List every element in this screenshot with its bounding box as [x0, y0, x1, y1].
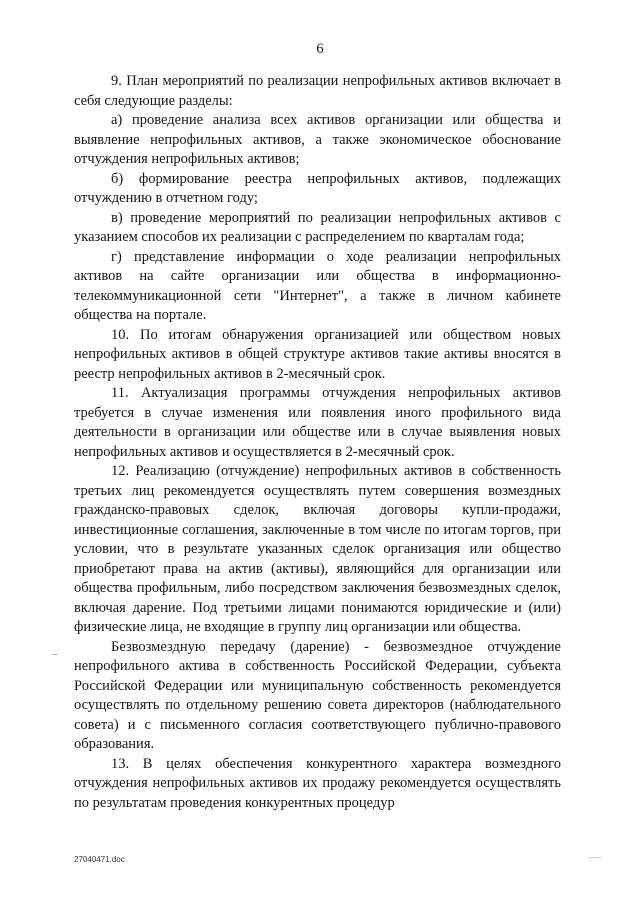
page-number: 6: [316, 41, 324, 57]
paragraph-subitem-b: б) формирование реестра непрофильных активов, подлежащих отчуждению в отчетном году;: [74, 170, 561, 206]
scan-artifact-mark: [588, 857, 602, 858]
paragraph-gratuitous-transfer: Безвозмездную передачу (дарение) - безвозмездное отчуждение непрофильного актива в собственность Российской Федерации, субъекта Российской Федерации или муниципальную собственность рекомендуется осуществлять по отдельному решению совета директоров (наблюдательного совета) и с письменного согласия соответствующего публично-правового образования.: [74, 638, 561, 752]
document-filename-footer: 27040471.doc: [74, 855, 125, 864]
paragraph-subitem-v: в) проведение мероприятий по реализации непрофильных активов с указанием способов их реализации с распределением по кварталам года;: [74, 209, 561, 245]
paragraph-item-10: 10. По итогам обнаружения организацией или обществом новых непрофильных активов в общей структуре активов такие активы вносятся в реестр непрофильных активов в 2-месячный срок.: [74, 326, 561, 382]
scan-artifact-mark: [52, 654, 58, 655]
paragraph-subitem-a: а) проведение анализа всех активов организации или общества и выявление непрофильных активов, а также экономическое обоснование отчуждения непрофильных активов;: [74, 112, 561, 167]
paragraph-item-9: 9. План мероприятий по реализации непрофильных активов включает в себя следующие разделы:: [74, 73, 561, 109]
paragraph-subitem-g: г) представление информации о ходе реализации непрофильных активов на сайте организации или общества в информационно-телекоммуникационной сети "Интернет", а также в личном кабинете общества на портале.: [74, 248, 561, 323]
document-body: [74, 72, 561, 813]
paragraph-item-12: 12. Реализацию (отчуждение) непрофильных активов в собственность третьих лиц рекомендуется осуществлять путем совершения возмездных гражданско-правовых сделок, включая договоры купли-продажи, инвестиционные соглашения, заключенные в том числе по итогам торгов, при условии, что в результате указанных сделок организация или общество приобретают права на актив (активы), являющийся для организации или общества профильным, либо посредством заключения безвозмездных сделок, включая дарение. Под третьими лицами понимаются юридические и (или) физические лица, не входящие в группу лиц организации или общества.: [74, 463, 561, 635]
paragraph-item-13: 13. В целях обеспечения конкурентного характера возмездного отчуждения непрофильных активов их продажу рекомендуется осуществлять по результатам проведения конкурентных процедур: [74, 755, 561, 811]
paragraph-item-11: 11. Актуализация программы отчуждения непрофильных активов требуется в случае изменения или появления иного профильного вида деятельности в организации или обществе или в случае выявления новых непрофильных активов и осуществляется в 2-месячный срок.: [74, 385, 561, 460]
